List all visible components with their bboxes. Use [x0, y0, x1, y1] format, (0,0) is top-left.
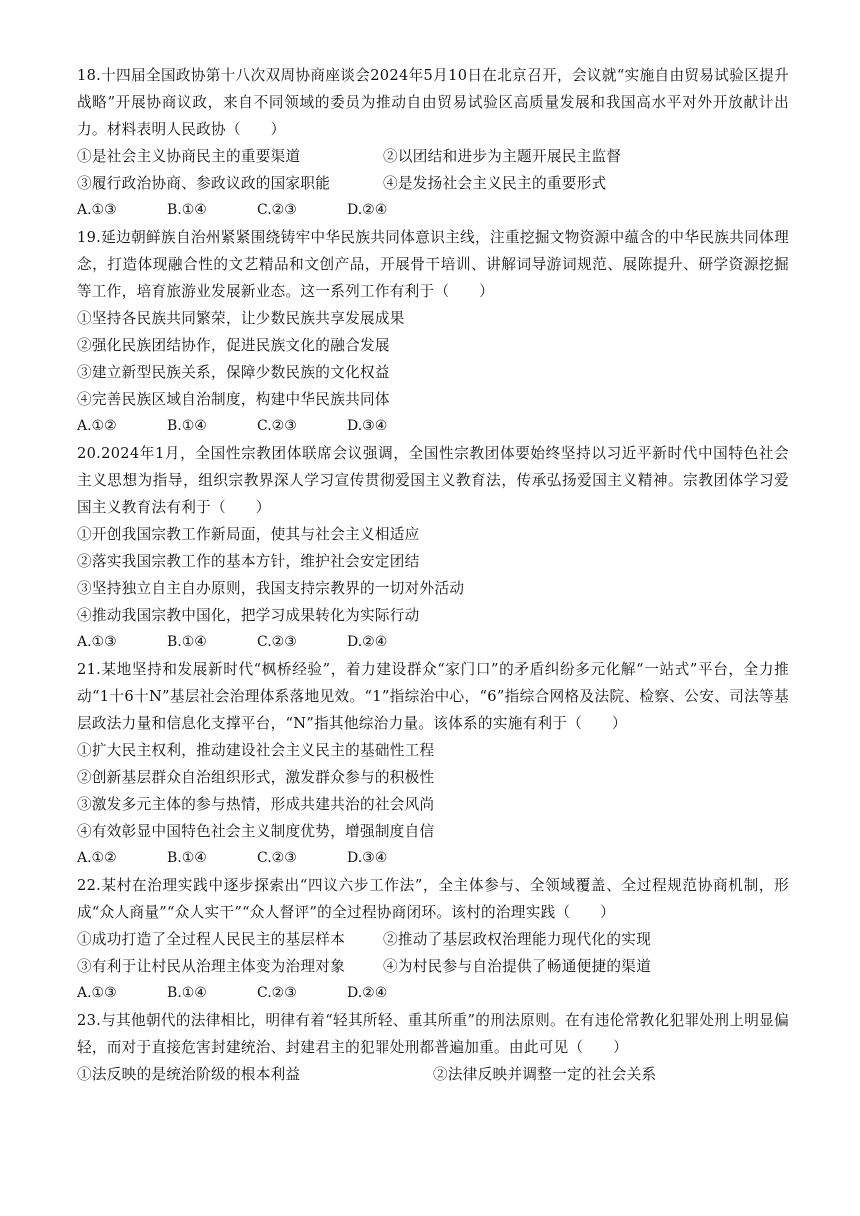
statement-option: ①法反映的是统治阶级的根本利益 [77, 1066, 301, 1083]
statement-option: ④是发扬社会主义民主的重要形式 [383, 175, 607, 192]
answer-choice[interactable]: A.①③ [77, 202, 117, 218]
statement-option: ③有利于让村民从治理主体变为治理对象 [77, 958, 346, 975]
question-stem: 21.某地坚持和发展新时代“枫桥经验”，着力建设群众“家门口”的矛盾纠纷多元化解“一站式”平台，全力推动“1十6十N”基层社会治理体系落地见效。“1”指综治中心，“6”指综合网格及法院、检察、公安、司法等基层政法力量和信息化支撑平台，“N”指其他综治力量。该体系的实施有利于（ ） [77, 661, 789, 732]
answer-choice[interactable]: A.①③ [77, 985, 117, 1001]
answer-choice[interactable]: D.③④ [347, 418, 388, 434]
statement-option: ②法律反映并调整一定的社会关系 [433, 1066, 657, 1083]
answer-choice[interactable]: B.①④ [167, 850, 207, 866]
statement-option: ④推动我国宗教中国化，把学习成果转化为实际行动 [77, 607, 420, 624]
statement-option: ③激发多元主体的参与热情，形成共建共治的社会风尚 [77, 796, 435, 813]
answer-choice[interactable]: C.②③ [257, 985, 297, 1001]
answer-choices [77, 629, 789, 656]
statement-option: ②落实我国宗教工作的基本方针，维护社会安定团结 [77, 553, 420, 570]
statement-option: ③建立新型民族关系，保障少数民族的文化权益 [77, 364, 390, 381]
question-stem: 23.与其他朝代的法律相比，明律有着“轻其所轻、重其所重”的刑法原则。在有违伦常教化犯罪处刑上明显偏轻，而对于直接危害封建统治、封建君主的犯罪处刑都普遍加重。由此可见（ ） [77, 1012, 789, 1056]
answer-choice[interactable]: C.②③ [257, 634, 297, 650]
answer-choice[interactable]: A.①② [77, 850, 117, 866]
answer-choice[interactable]: D.②④ [347, 985, 388, 1001]
statement-option: ②推动了基层政权治理能力现代化的实现 [383, 931, 652, 948]
statement-option: ②以团结和进步为主题开展民主监督 [383, 148, 622, 165]
statement-option: ②创新基层群众自治组织形式，激发群众参与的积极性 [77, 769, 435, 786]
question-block [77, 656, 789, 872]
statement-option: ④为村民参与自治提供了畅通便捷的渠道 [383, 958, 652, 975]
statement-option: ①开创我国宗教工作新局面，使其与社会主义相适应 [77, 526, 420, 543]
statement-row [77, 1061, 789, 1088]
answer-choices [77, 197, 789, 224]
exam-page [77, 62, 789, 1088]
answer-choice[interactable]: D.②④ [347, 202, 388, 218]
answer-choice[interactable]: D.②④ [347, 634, 388, 650]
statement-option: ②强化民族团结协作，促进民族文化的融合发展 [77, 337, 390, 354]
statement-row [77, 926, 789, 953]
statement-option: ①扩大民主权利，推动建设社会主义民主的基础性工程 [77, 742, 435, 759]
question-block [77, 224, 789, 440]
question-stem: 19.延边朝鲜族自治州紧紧围绕铸牢中华民族共同体意识主线，注重挖掘文物资源中蕴含的中华民族共同体理念，打造体现融合性的文艺精品和文创产品，开展骨干培训、讲解词导游词规范、展陈提升、研学资源挖掘等工作，培育旅游业发展新业态。这一系列工作有利于（ ） [77, 229, 789, 300]
statement-option: ①坚持各民族共同繁荣，让少数民族共享发展成果 [77, 310, 405, 327]
statement-row [77, 143, 789, 170]
statement-option: ③履行政治协商、参政议政的国家职能 [77, 175, 331, 192]
statement-option: ④有效彰显中国特色社会主义制度优势，增强制度自信 [77, 823, 435, 840]
question-block [77, 440, 789, 656]
statement-option: ④完善民族区域自治制度，构建中华民族共同体 [77, 391, 390, 408]
answer-choice[interactable]: C.②③ [257, 850, 297, 866]
question-stem: 18.十四届全国政协第十八次双周协商座谈会2024年5月10日在北京召开，会议就“实施自由贸易试验区提升战略”开展协商议政，来自不同领域的委员为推动自由贸易试验区高质量发展和我国高水平对外开放献计出力。材料表明人民政协（ ） [77, 67, 789, 138]
answer-choice[interactable]: C.②③ [257, 418, 297, 434]
answer-choice[interactable]: C.②③ [257, 202, 297, 218]
statement-option: ①是社会主义协商民主的重要渠道 [77, 148, 301, 165]
question-block [77, 1007, 789, 1088]
question-block [77, 872, 789, 1007]
answer-choice[interactable]: B.①④ [167, 418, 207, 434]
question-stem: 20.2024年1月，全国性宗教团体联席会议强调，全国性宗教团体要始终坚持以习近平新时代中国特色社会主义思想为指导，组织宗教界深人学习宣传贯彻爱国主义教育法，传承弘扬爱国主义精神。宗教团体学习爱国主义教育法有利于（ ） [77, 445, 789, 516]
statement-row [77, 953, 789, 980]
answer-choices [77, 845, 789, 872]
statement-option: ③坚持独立自主自办原则，我国支持宗教界的一切对外活动 [77, 580, 465, 597]
question-block [77, 62, 789, 224]
statement-row [77, 170, 789, 197]
answer-choice[interactable]: B.①④ [167, 985, 207, 1001]
answer-choice[interactable]: B.①④ [167, 202, 207, 218]
question-stem: 22.某村在治理实践中逐步探索出“四议六步工作法”，全主体参与、全领域覆盖、全过程规范协商机制，形成“众人商量”“众人实干”“众人督评”的全过程协商闭环。该村的治理实践（ ） [77, 877, 789, 921]
answer-choices [77, 413, 789, 440]
answer-choice[interactable]: A.①③ [77, 634, 117, 650]
answer-choices [77, 980, 789, 1007]
statement-option: ①成功打造了全过程人民民主的基层样本 [77, 931, 346, 948]
answer-choice[interactable]: D.③④ [347, 850, 388, 866]
answer-choice[interactable]: A.①② [77, 418, 117, 434]
answer-choice[interactable]: B.①④ [167, 634, 207, 650]
